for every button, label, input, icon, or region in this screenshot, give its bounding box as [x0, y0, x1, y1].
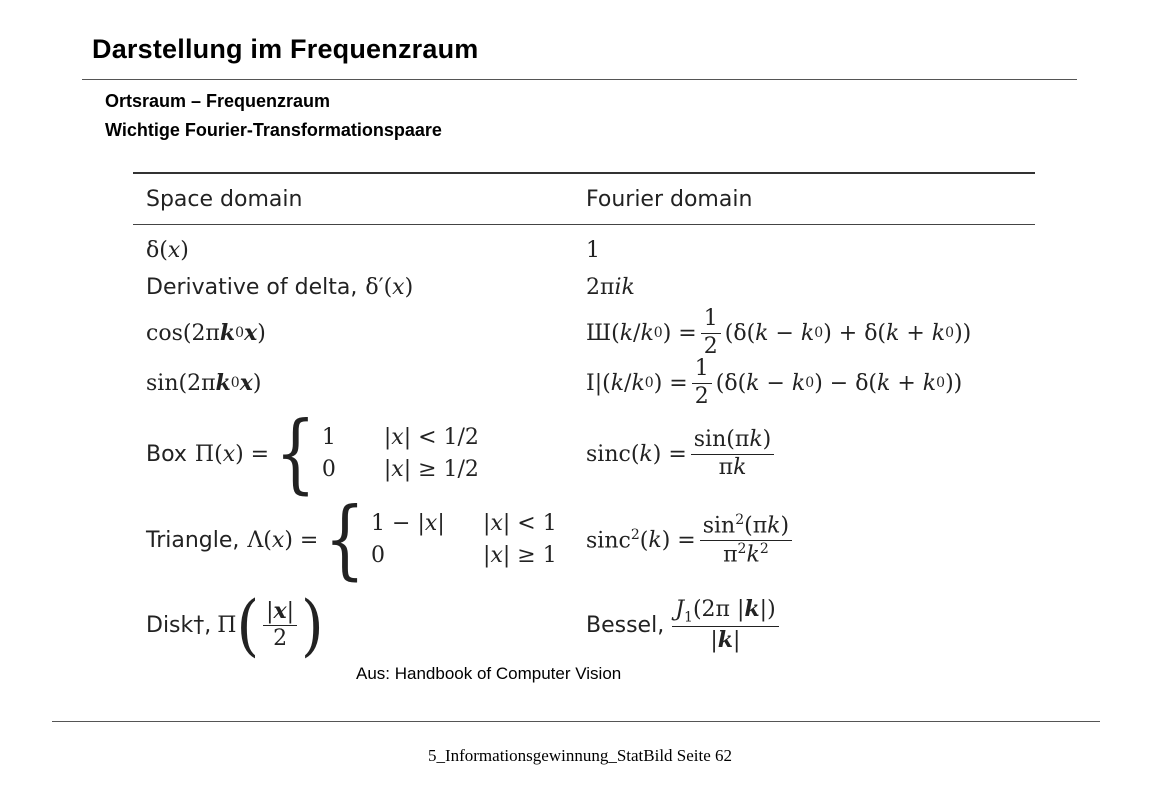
title-divider [82, 79, 1077, 80]
row-triangle-space: Triangle, Λ(x) = { 1 − |x| |x| < 1 0 |x| ≥ 1 [146, 490, 557, 590]
row-box-fourier: sinc( k ) = $\frac{\sin(\pi k)}{\pi k}$ [586, 424, 778, 484]
table-header-rule [133, 224, 1035, 225]
row-derivative-space: Derivative of delta, δ′(x) [146, 274, 414, 300]
fourier-pairs-table [133, 172, 1035, 665]
row-delta-space: δ( x ) [146, 237, 189, 263]
footer-divider [52, 721, 1100, 722]
header-space-domain: Space domain [146, 186, 303, 212]
row-delta-fourier: 1 [586, 237, 600, 263]
row-sin-fourier: I|( k / k 0 ) = $\frac{1}{2}$ (δ( k − k 0 ) − δ( k + k 0 )) [586, 356, 963, 409]
slide-title: Darstellung im Frequenzraum [92, 34, 479, 64]
table-top-rule [133, 172, 1035, 174]
left-brace: { [324, 490, 366, 590]
header-fourier-domain: Fourier domain [586, 186, 753, 212]
row-derivative-label: Derivative of delta, [146, 274, 358, 300]
left-brace: { [275, 404, 316, 504]
row-disk-label: Disk†, [146, 612, 212, 638]
box-cases: 1 |x| < 1/2 0 |x| ≥ 1/2 [321, 425, 479, 482]
left-paren: ( [236, 585, 260, 665]
row-disk-fourier-label: Bessel, [586, 612, 665, 638]
page-footer: 5_Informationsgewinnung_StatBild Seite 62 [427, 746, 733, 765]
row-derivative-fourier: 2π ik [586, 274, 635, 300]
row-sin-space: sin(2π k 0 x ) [146, 370, 262, 396]
subtitle-transform-pairs: Wichtige Fourier-Transformationspaare [105, 120, 442, 140]
row-cos-fourier: Ш( k / k 0 ) = $\frac{1}{2}$ (δ( k − k 0 ) + δ( k + k 0 )) [586, 306, 972, 359]
source-caption: Aus: Handbook of Computer Vision [356, 664, 622, 683]
subtitle-ortsraum: Ortsraum – Frequenzraum [105, 91, 331, 111]
row-triangle-label: Triangle, [146, 527, 240, 553]
row-disk-space: Disk†, Π ( $\frac{|x|}{2}$ ) [146, 585, 324, 665]
row-disk-fourier: Bessel, $\frac{J_1(2\pi |k|)}{|k|}$ [586, 592, 783, 658]
row-box-space: Box Π(x) = { 1 |x| < 1/2 0 |x| ≥ 1/2 [146, 404, 479, 504]
right-paren: ) [301, 585, 324, 665]
triangle-cases: 1 − |x| |x| < 1 0 |x| ≥ 1 [371, 511, 557, 568]
row-box-label: Box [146, 441, 187, 467]
row-triangle-fourier: sinc$^2$( k ) = $\frac{\sin^2(\pi k)}{\pi^2k^2}$ [586, 508, 796, 572]
row-cos-space: cos(2π k 0 x ) [146, 320, 266, 346]
